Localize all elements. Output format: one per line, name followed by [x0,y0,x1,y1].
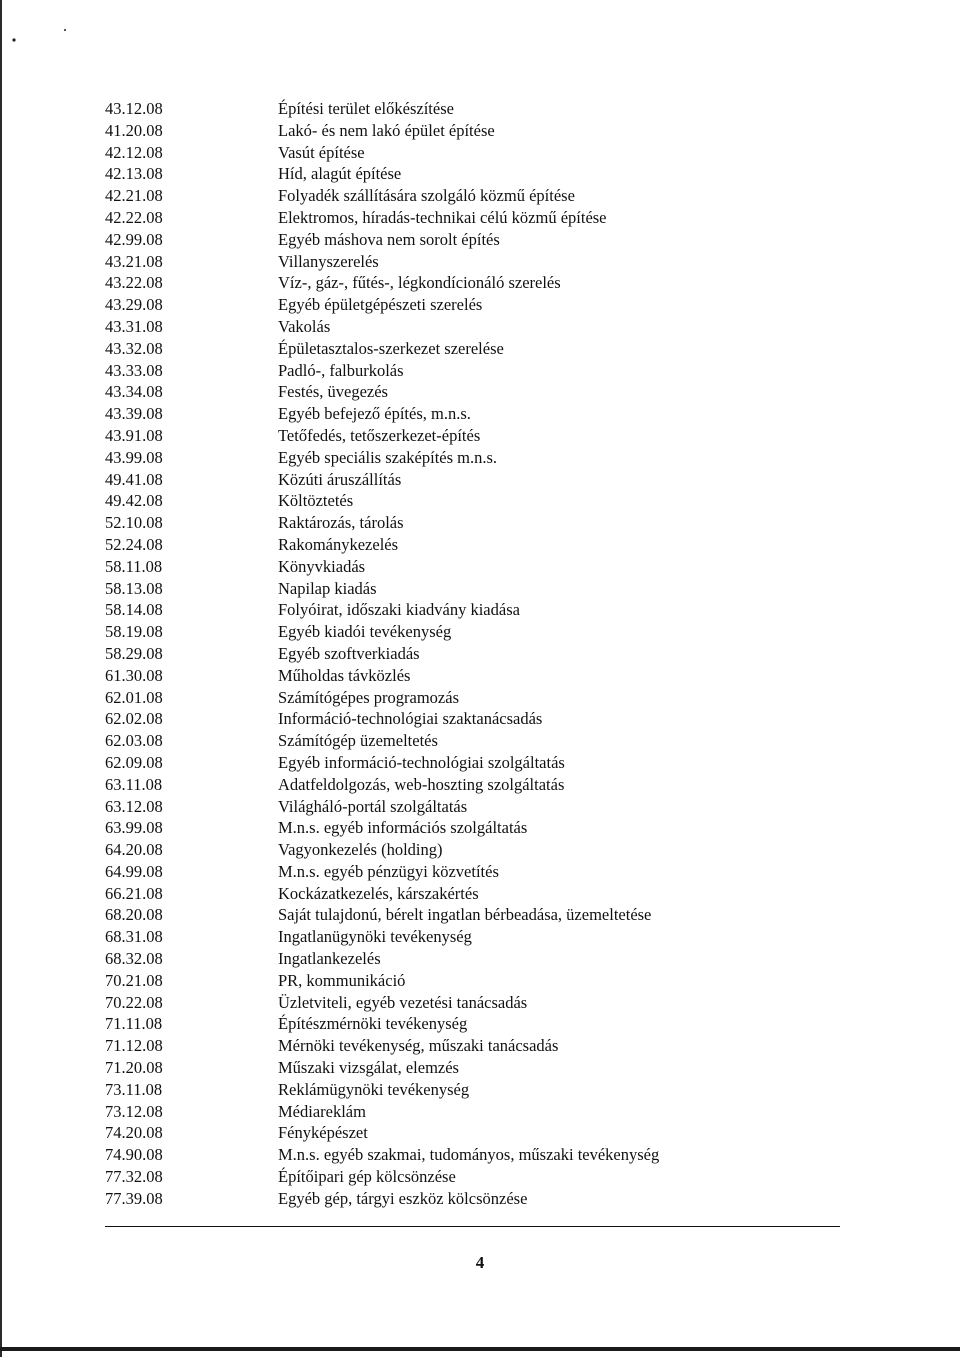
activity-description: Építési terület előkészítése [278,99,454,118]
table-row [105,447,845,469]
activity-description: Egyéb kiadói tevékenység [278,622,452,642]
table-row [105,534,845,556]
table-row [105,687,845,709]
activity-code: 77.32.08 [105,1167,163,1187]
activity-description: Padló-, falburkolás [278,360,404,380]
table-row [105,98,845,120]
activity-code: 70.21.08 [105,970,163,990]
table-row [105,730,845,752]
activity-code: 62.01.08 [105,687,163,707]
activity-description: Napilap kiadás [278,578,377,598]
table-row [105,599,845,621]
activity-code: 58.13.08 [105,578,163,598]
activity-description: Információ-technológiai szaktanácsadás [278,709,543,729]
table-row [105,1122,845,1144]
table-row [105,817,845,839]
activity-description: Egyéb máshova nem sorolt építés [278,229,500,249]
table-row [105,142,845,164]
activity-description: Saját tulajdonú, bérelt ingatlan bérbeadása, üzemeltetése [278,905,652,925]
table-row [105,1013,845,1035]
activity-description: Híd, alagút építése [278,164,402,184]
activity-description: Építészmérnöki tevékenység [278,1014,468,1034]
activity-code: 42.99.08 [105,229,163,249]
activity-description: Folyadék szállítására szolgáló közmű építése [278,186,575,206]
table-row [105,403,845,425]
table-row [105,163,845,185]
activity-code: 43.39.08 [105,404,163,424]
table-row [105,185,845,207]
activity-description: Világháló-portál szolgáltatás [278,796,468,816]
table-row [105,120,845,142]
table-row [105,1166,845,1188]
table-row [105,926,845,948]
table-row [105,883,845,905]
activity-description: Épületasztalos-szerkezet szerelése [278,338,504,358]
activity-code: 58.11.08 [105,556,163,576]
table-row [105,338,845,360]
activity-description: M.n.s. egyéb információs szolgáltatás [278,818,528,838]
table-row [105,578,845,600]
activity-description: Tetőfedés, tetőszerkezet-építés [278,425,481,445]
activity-code: 62.02.08 [105,709,163,729]
activity-code: 77.39.08 [105,1188,163,1208]
table-row [105,839,845,861]
table-row [105,360,845,382]
activity-description: Fényképészet [278,1123,368,1143]
activity-description: Kockázatkezelés, kárszakértés [278,883,479,903]
table-row [105,251,845,273]
activity-code: 73.11.08 [105,1079,163,1099]
activity-description: Villanyszerelés [278,251,379,271]
activity-description: M.n.s. egyéb szakmai, tudományos, műszaki tevékenység [278,1145,660,1165]
activity-description: PR, kommunikáció [278,970,406,990]
activity-code: 68.31.08 [105,927,163,947]
activity-code: 49.41.08 [105,469,163,489]
activity-code: 71.11.08 [105,1014,163,1034]
activity-code: 70.22.08 [105,992,163,1012]
table-row [105,229,845,251]
activity-description: Ingatlanügynöki tevékenység [278,927,472,947]
activity-description: Víz-, gáz-, fűtés-, légkondícionáló szerelés [278,273,561,293]
activity-code: 68.32.08 [105,949,163,969]
activity-code: 66.21.08 [105,883,163,903]
activity-description: Építőipari gép kölcsönzése [278,1167,456,1187]
activity-code: 64.99.08 [105,861,163,881]
activity-code: 62.09.08 [105,752,163,772]
page-number: 4 [475,1253,485,1272]
activity-code: 43.31.08 [105,316,163,336]
activity-description: Rakománykezelés [278,534,399,554]
table-row [105,272,845,294]
activity-code: 62.03.08 [105,731,163,751]
table-row [105,948,845,970]
table-row [105,1035,845,1057]
activity-description: Ingatlankezelés [278,949,381,969]
activity-code: 43.34.08 [105,382,163,402]
activity-code: 43.12.08 [105,99,163,118]
table-row [105,665,845,687]
activity-description: M.n.s. egyéb pénzügyi közvetítés [278,861,499,881]
table-row [105,1057,845,1079]
activity-description: Vakolás [278,316,331,336]
activity-code: 71.20.08 [105,1058,163,1078]
activity-description: Számítógépes programozás [278,687,459,707]
activity-code: 63.12.08 [105,796,163,816]
activity-description: Könyvkiadás [278,556,366,576]
table-row [105,512,845,534]
table-row [105,1188,845,1210]
activity-description: Közúti áruszállítás [278,469,402,489]
activity-code: 43.22.08 [105,273,163,293]
activity-code: 41.20.08 [105,120,163,140]
activity-description: Egyéb információ-technológiai szolgáltatás [278,752,565,772]
table-row [105,774,845,796]
activity-code: 58.19.08 [105,622,163,642]
table-row [105,621,845,643]
scan-specks [0,0,960,60]
activity-description: Egyéb befejező építés, m.n.s. [278,404,471,424]
activity-description: Elektromos, híradás-technikai célú közmű építése [278,207,607,227]
activity-description: Műszaki vizsgálat, elemzés [278,1058,459,1078]
activity-description: Festés, üvegezés [278,382,388,402]
scan-left-edge [0,0,2,1357]
table-row [105,490,845,512]
activity-code: 74.90.08 [105,1145,163,1165]
activity-code: 42.22.08 [105,207,163,227]
activity-description: Adatfeldolgozás, web-hoszting szolgáltatás [278,774,565,794]
activity-description: Mérnöki tevékenység, műszaki tanácsadás [278,1036,559,1056]
activity-code: 42.21.08 [105,186,163,206]
table-row [105,469,845,491]
activity-code: 61.30.08 [105,665,163,685]
activity-description: Egyéb speciális szaképítés m.n.s. [278,447,498,467]
activity-description: Folyóirat, időszaki kiadvány kiadása [278,600,520,620]
activity-description: Vasút építése [278,142,365,162]
activity-code: 43.91.08 [105,425,163,445]
table-row [105,904,845,926]
activity-code: 52.10.08 [105,513,163,533]
activity-code: 58.14.08 [105,600,163,620]
activity-code: 63.11.08 [105,774,163,794]
activity-code: 43.29.08 [105,295,163,315]
activity-code: 42.12.08 [105,142,163,162]
activity-code: 43.99.08 [105,447,163,467]
table-row [105,556,845,578]
activity-description: Vagyonkezelés (holding) [278,840,443,860]
table-row [105,381,845,403]
activity-code: 63.99.08 [105,818,163,838]
table-row [105,316,845,338]
activity-code: 42.13.08 [105,164,163,184]
activity-code: 73.12.08 [105,1101,163,1121]
activity-description: Médiareklám [278,1101,366,1121]
table-row [105,1144,845,1166]
activity-code: 43.33.08 [105,360,163,380]
scan-bottom-edge [0,1347,960,1351]
table-row [105,970,845,992]
table-row [105,207,845,229]
table-row [105,643,845,665]
table-row [105,752,845,774]
table-row [105,796,845,818]
activity-description: Raktározás, tárolás [278,513,404,533]
activity-description: Egyéb gép, tárgyi eszköz kölcsönzése [278,1188,528,1208]
activity-code: 64.20.08 [105,840,163,860]
activity-code: 71.12.08 [105,1036,163,1056]
activity-description: Számítógép üzemeltetés [278,731,438,751]
table-row [105,425,845,447]
activity-description: Műholdas távközlés [278,665,411,685]
activity-description: Költöztetés [278,491,354,511]
activity-description: Üzletviteli, egyéb vezetési tanácsadás [278,992,528,1012]
table-row [105,1101,845,1123]
table-row [105,861,845,883]
activity-code: 58.29.08 [105,643,163,663]
table-row [105,1079,845,1101]
activity-code: 74.20.08 [105,1123,163,1143]
table-row [105,992,845,1014]
activity-code: 43.21.08 [105,251,163,271]
table-row [105,294,845,316]
activity-description: Egyéb épületgépészeti szerelés [278,295,483,315]
activity-description: Lakó- és nem lakó épület építése [278,120,495,140]
table-row [105,708,845,730]
activity-code: 68.20.08 [105,905,163,925]
footer-rule [105,1226,840,1227]
activity-code: 43.32.08 [105,338,163,358]
activity-description: Reklámügynöki tevékenység [278,1079,470,1099]
activity-code: 52.24.08 [105,534,163,554]
activity-description: Egyéb szoftverkiadás [278,643,420,663]
activity-code-table [105,98,845,1210]
activity-code: 49.42.08 [105,491,163,511]
